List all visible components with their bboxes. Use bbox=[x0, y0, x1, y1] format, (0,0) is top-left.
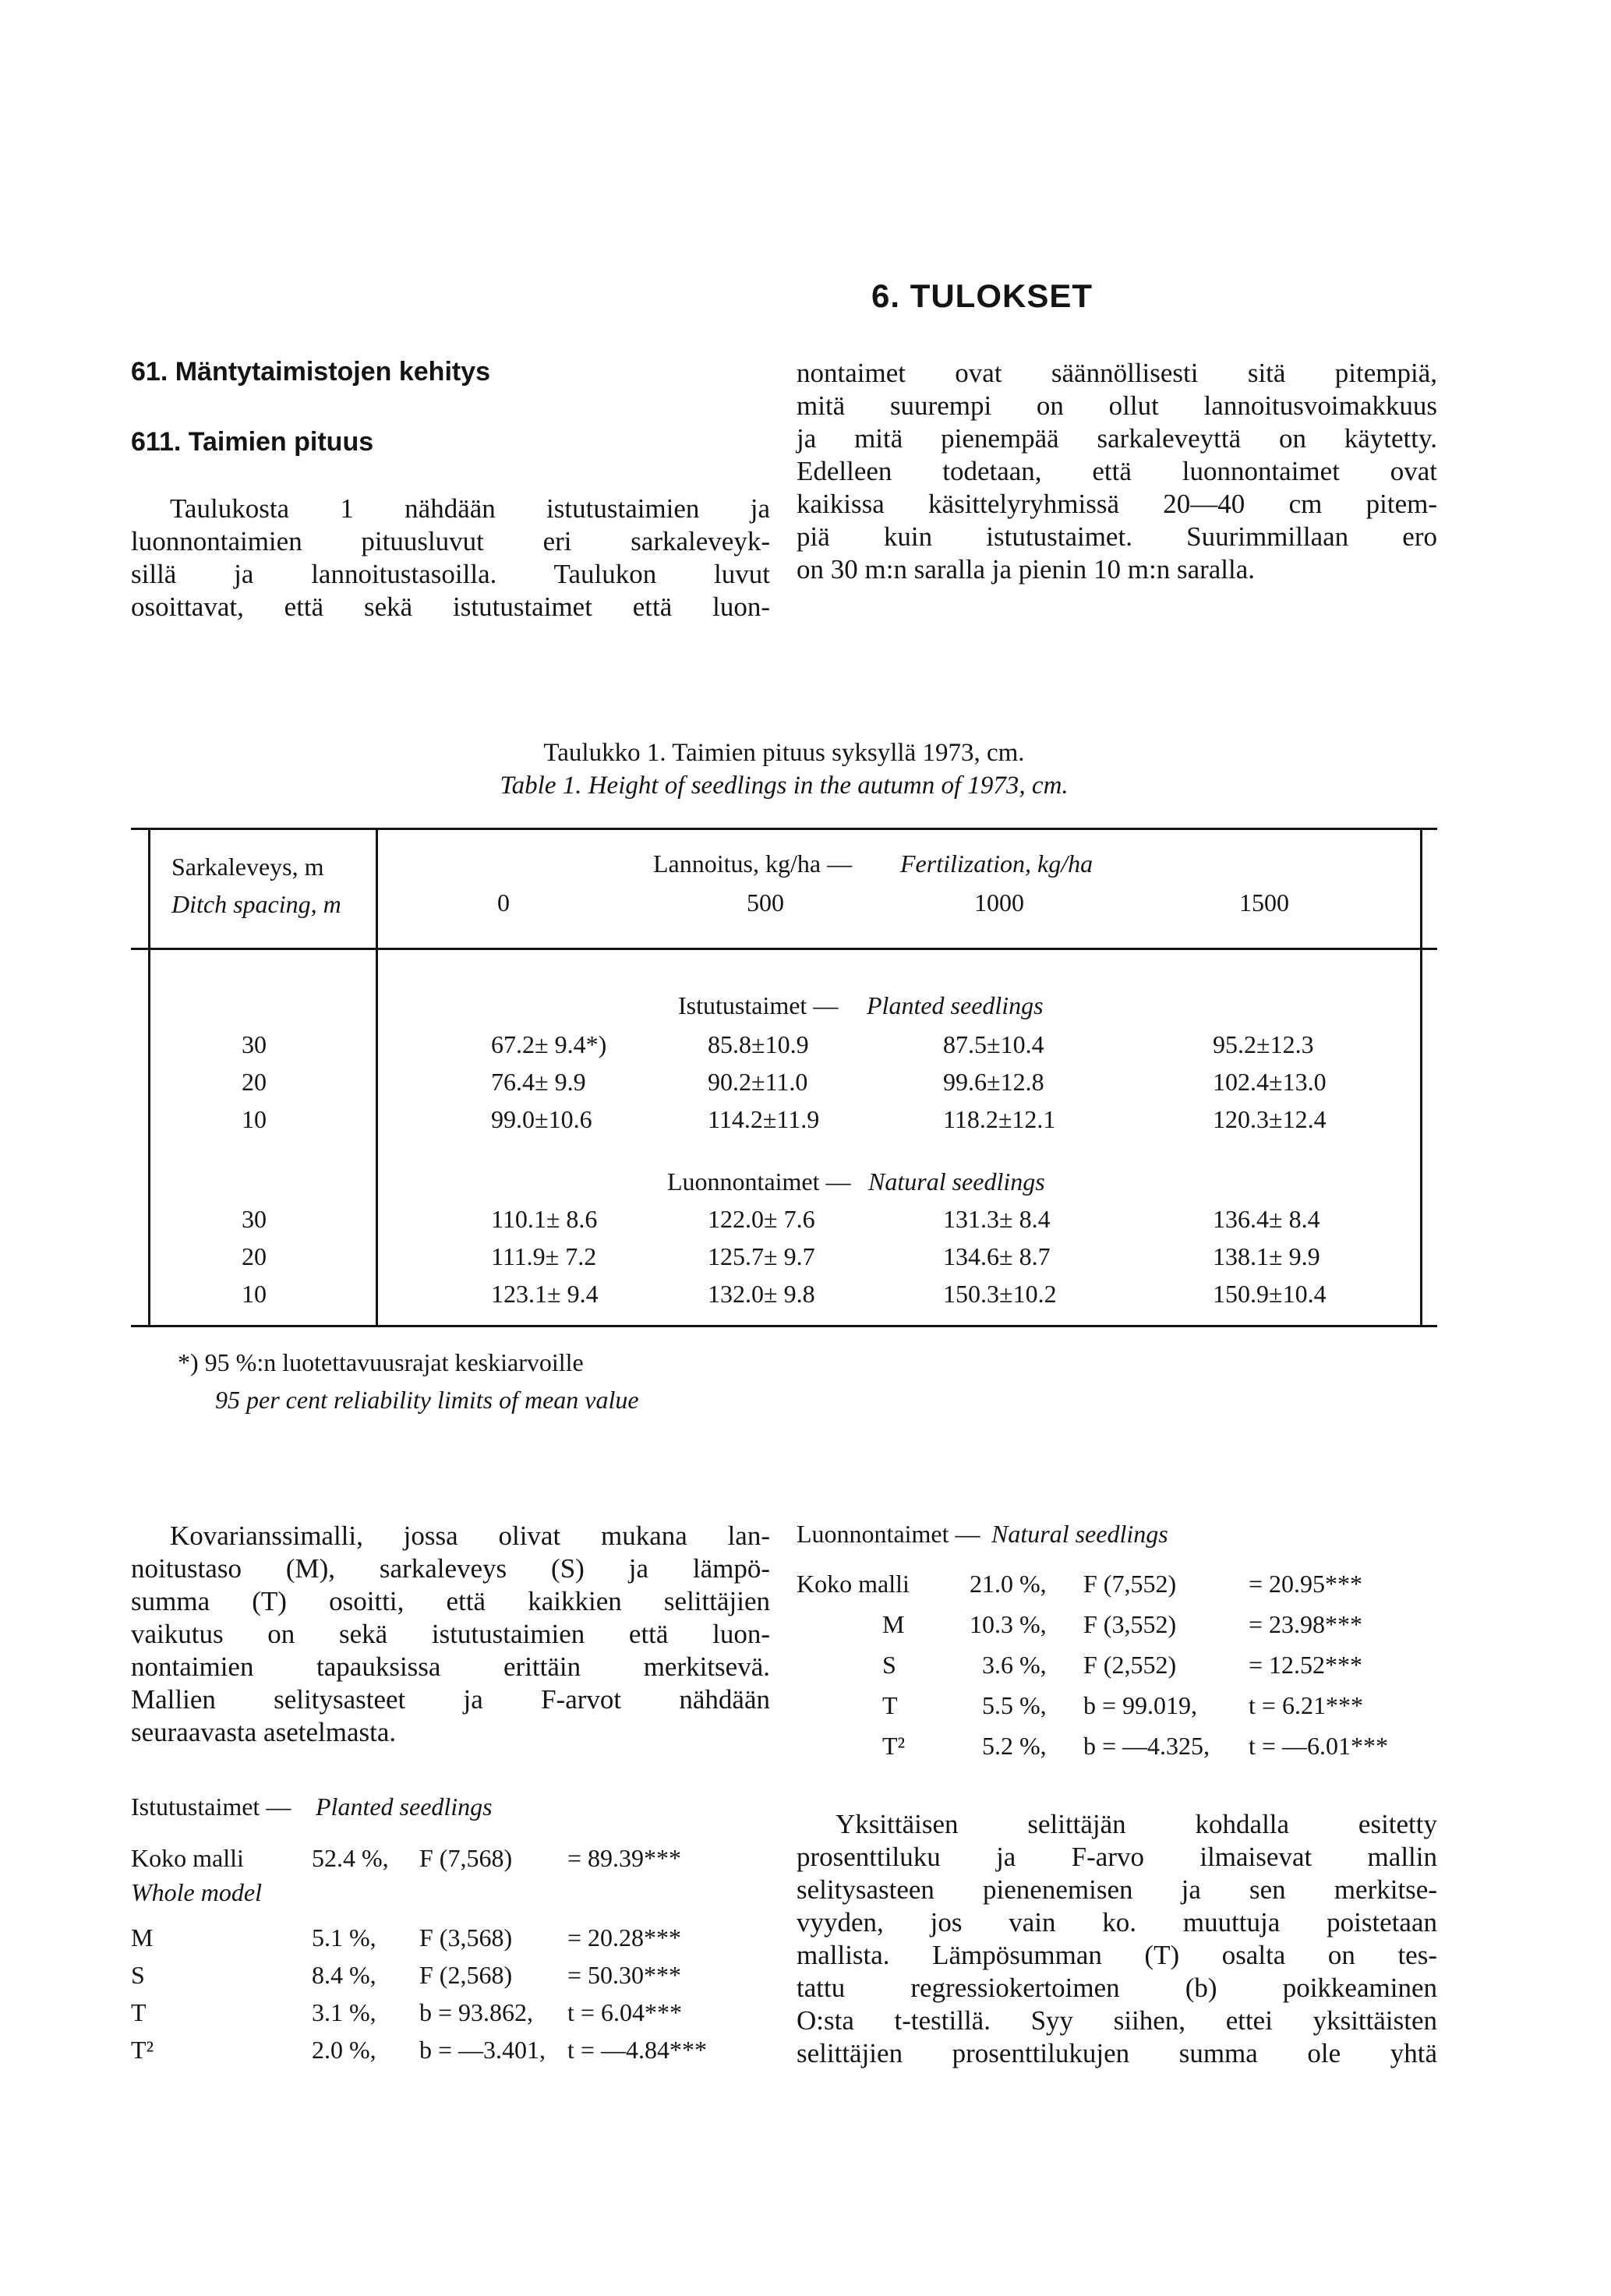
text-line: Taulukosta 1 nähdään istutustaimien ja bbox=[170, 493, 770, 524]
model-term: M bbox=[131, 1923, 154, 1952]
model-term: T bbox=[882, 1691, 898, 1719]
text-line: tattu regressiokertoimen (b) poikkeaminen bbox=[797, 1973, 1437, 2003]
table-top-rule bbox=[131, 828, 1437, 830]
model-percent: 21.0 %, bbox=[970, 1570, 1047, 1598]
table-cell: 67.2± 9.4*) bbox=[491, 1030, 607, 1058]
model-term: T bbox=[131, 1998, 147, 2026]
text-line: mallista. Lämpösumman (T) osalta on tes- bbox=[797, 1940, 1437, 1970]
table-cell: 150.9±10.4 bbox=[1213, 1280, 1327, 1308]
text-line: luonnontaimien pituusluvut eri sarkaleveyk- bbox=[131, 526, 770, 556]
table-cell-spacing: 10 bbox=[242, 1280, 267, 1308]
text-line: noitustaso (M), sarkaleveys (S) ja lämpö- bbox=[131, 1553, 770, 1584]
text-line: vaikutus on sekä istutustaimien että luon- bbox=[131, 1619, 770, 1649]
table-bottom-rule bbox=[131, 1325, 1437, 1327]
model-value: t = 6.21*** bbox=[1249, 1691, 1363, 1719]
text-line: nontaimien tapauksissa erittäin merkitsevä. bbox=[131, 1651, 770, 1682]
model-value: t = —4.84*** bbox=[567, 2036, 707, 2064]
table-cell: 120.3±12.4 bbox=[1213, 1105, 1327, 1133]
text-line: seuraavasta asetelmasta. bbox=[131, 1717, 397, 1747]
level-header: 500 bbox=[747, 888, 784, 917]
text-line: nontaimet ovat säännöllisesti sitä pitempiä, bbox=[797, 358, 1437, 388]
model-term: T² bbox=[131, 2036, 154, 2064]
model-value: = 20.28*** bbox=[567, 1923, 682, 1952]
model-term: Koko malli bbox=[131, 1844, 244, 1872]
table-cell: 90.2±11.0 bbox=[708, 1068, 808, 1096]
model-value: = 12.52*** bbox=[1249, 1651, 1363, 1679]
level-header: 1500 bbox=[1239, 888, 1289, 917]
model-percent: 8.4 %, bbox=[312, 1961, 376, 1989]
text-line: vyyden, jos vain ko. muuttuja poistetaan bbox=[797, 1907, 1437, 1937]
col-head-fertilization-english: Fertilization, kg/ha bbox=[900, 850, 1093, 878]
model-term: S bbox=[131, 1961, 145, 1989]
table-cell: 114.2±11.9 bbox=[708, 1105, 820, 1133]
table-cell: 87.5±10.4 bbox=[943, 1030, 1044, 1058]
col-head-spacing: Sarkaleveys, m bbox=[171, 853, 324, 881]
text-line: Edelleen todetaan, että luonnontaimet ovat bbox=[797, 456, 1437, 486]
model-percent: 3.1 %, bbox=[312, 1998, 376, 2026]
table-cell: 132.0± 9.8 bbox=[708, 1280, 815, 1308]
model-statistic: F (2,552) bbox=[1083, 1651, 1177, 1679]
text-line: piä kuin istutustaimet. Suurimmillaan ero bbox=[797, 521, 1437, 552]
intro-paragraph-right bbox=[797, 357, 1437, 586]
model-term: Koko malli bbox=[797, 1570, 910, 1598]
natural-model-head: Luonnontaimet — bbox=[797, 1520, 980, 1548]
section-title: 6. TULOKSET bbox=[871, 277, 1093, 314]
table-header-rule bbox=[131, 948, 1437, 950]
subsubsection-heading: 611. Taimien pituus bbox=[131, 427, 374, 457]
model-value: t = 6.04*** bbox=[567, 1998, 682, 2026]
text-line: selittäjien prosenttilukujen summa ole yhtä bbox=[797, 2038, 1437, 2068]
table-cell: 102.4±13.0 bbox=[1213, 1068, 1327, 1096]
table-cell-spacing: 30 bbox=[242, 1205, 267, 1233]
table-cell: 118.2±12.1 bbox=[943, 1105, 1056, 1133]
model-statistic: F (7,552) bbox=[1083, 1570, 1177, 1598]
model-value: t = —6.01*** bbox=[1249, 1732, 1388, 1760]
model-statistic: F (2,568) bbox=[419, 1961, 513, 1989]
table-cell: 85.8±10.9 bbox=[708, 1030, 809, 1058]
table-caption: Taulukko 1. Taimien pituus syksyllä 1973, cm. bbox=[543, 739, 1025, 767]
table-cell: 138.1± 9.9 bbox=[1213, 1242, 1320, 1270]
intro-paragraph-left bbox=[131, 493, 770, 623]
table-cell: 76.4± 9.9 bbox=[491, 1068, 586, 1096]
table-cell-spacing: 30 bbox=[242, 1030, 267, 1058]
table-cell-spacing: 20 bbox=[242, 1068, 267, 1096]
group-head-planted-english: Planted seedlings bbox=[867, 991, 1044, 1019]
model-percent: 5.5 %, bbox=[982, 1691, 1047, 1719]
model-percent: 5.2 %, bbox=[982, 1732, 1047, 1760]
model-statistic: F (3,568) bbox=[419, 1923, 513, 1952]
explanation-paragraph bbox=[797, 1808, 1437, 2070]
text-line: Yksittäisen selittäjän kohdalla esitetty bbox=[836, 1809, 1437, 1839]
planted-model-head-english: Planted seedlings bbox=[316, 1793, 493, 1821]
table-cell: 111.9± 7.2 bbox=[491, 1242, 597, 1270]
model-term: T² bbox=[882, 1732, 906, 1760]
model-statistic: b = —3.401, bbox=[419, 2036, 546, 2064]
model-percent: 5.1 %, bbox=[312, 1923, 376, 1952]
table-cell-spacing: 10 bbox=[242, 1105, 267, 1133]
model-percent: 3.6 %, bbox=[982, 1651, 1047, 1679]
table-right-rule bbox=[1420, 828, 1422, 1326]
text-line: prosenttiluku ja F-arvo ilmaisevat mallin bbox=[797, 1842, 1437, 1872]
group-head-natural: Luonnontaimet — bbox=[667, 1167, 851, 1196]
model-percent: 52.4 %, bbox=[312, 1844, 389, 1872]
table-column-divider bbox=[376, 828, 378, 1326]
level-header: 1000 bbox=[974, 888, 1024, 917]
table-footnote: *) 95 %:n luotettavuusrajat keskiarvoille bbox=[178, 1348, 584, 1376]
table-cell: 125.7± 9.7 bbox=[708, 1242, 815, 1270]
whole-model-label-english: Whole model bbox=[131, 1878, 262, 1906]
table-cell: 123.1± 9.4 bbox=[491, 1280, 599, 1308]
table-left-rule bbox=[148, 828, 150, 1326]
text-line: ja mitä pienempää sarkaleveyttä on käytetty. bbox=[797, 423, 1437, 454]
model-statistic: b = —4.325, bbox=[1083, 1732, 1210, 1760]
model-statistic: b = 99.019, bbox=[1083, 1691, 1198, 1719]
table-cell: 95.2±12.3 bbox=[1213, 1030, 1314, 1058]
table-cell: 131.3± 8.4 bbox=[943, 1205, 1051, 1233]
table-cell: 99.6±12.8 bbox=[943, 1068, 1044, 1096]
table-footnote-english: 95 per cent reliability limits of mean value bbox=[215, 1386, 639, 1414]
text-line: kaikissa käsittelyryhmissä 20—40 cm pitem- bbox=[797, 489, 1437, 519]
model-value: = 50.30*** bbox=[567, 1961, 682, 1989]
text-line: sillä ja lannoitustasoilla. Taulukon luvut bbox=[131, 559, 770, 589]
table-cell: 134.6± 8.7 bbox=[943, 1242, 1051, 1270]
table-cell: 110.1± 8.6 bbox=[491, 1205, 598, 1233]
model-paragraph bbox=[131, 1520, 770, 1749]
table-caption-english: Table 1. Height of seedlings in the autumn of 1973, cm. bbox=[500, 772, 1069, 800]
table-cell: 136.4± 8.4 bbox=[1213, 1205, 1320, 1233]
text-line: on 30 m:n saralla ja pienin 10 m:n saralla. bbox=[797, 554, 1256, 585]
col-head-spacing-english: Ditch spacing, m bbox=[171, 890, 341, 918]
text-line: O:sta t-testillä. Syy siihen, ettei yksittäisten bbox=[797, 2005, 1437, 2036]
table-cell-spacing: 20 bbox=[242, 1242, 267, 1270]
col-head-fertilization: Lannoitus, kg/ha — bbox=[653, 850, 853, 878]
planted-model-head: Istutustaimet — bbox=[131, 1793, 291, 1821]
table-cell: 99.0±10.6 bbox=[491, 1105, 592, 1133]
subsection-heading: 61. Mäntytaimistojen kehitys bbox=[131, 357, 491, 387]
text-line: Kovarianssimalli, jossa olivat mukana lan- bbox=[170, 1521, 770, 1551]
table-cell: 150.3±10.2 bbox=[943, 1280, 1057, 1308]
text-line: mitä suurempi on ollut lannoitusvoimakkuus bbox=[797, 390, 1437, 421]
model-statistic: b = 93.862, bbox=[419, 1998, 534, 2026]
model-value: = 23.98*** bbox=[1249, 1610, 1363, 1638]
text-line: Mallien selitysasteet ja F-arvot nähdään bbox=[131, 1684, 770, 1715]
model-term: S bbox=[882, 1651, 896, 1679]
model-statistic: F (7,568) bbox=[419, 1844, 513, 1872]
table-cell: 122.0± 7.6 bbox=[708, 1205, 815, 1233]
level-header: 0 bbox=[497, 888, 510, 917]
model-statistic: F (3,552) bbox=[1083, 1610, 1177, 1638]
model-value: = 20.95*** bbox=[1249, 1570, 1363, 1598]
model-term: M bbox=[882, 1610, 905, 1638]
model-percent: 2.0 %, bbox=[312, 2036, 376, 2064]
model-percent: 10.3 %, bbox=[970, 1610, 1047, 1638]
text-line: osoittavat, että sekä istutustaimet että luon- bbox=[131, 592, 770, 622]
model-value: = 89.39*** bbox=[567, 1844, 682, 1872]
natural-model-head-english: Natural seedlings bbox=[991, 1520, 1168, 1548]
text-line: summa (T) osoitti, että kaikkien selittäjien bbox=[131, 1586, 770, 1616]
group-head-planted: Istutustaimet — bbox=[678, 991, 839, 1019]
text-line: selitysasteen pienenemisen ja sen merkitse- bbox=[797, 1874, 1437, 1905]
group-head-natural-english: Natural seedlings bbox=[868, 1167, 1045, 1196]
